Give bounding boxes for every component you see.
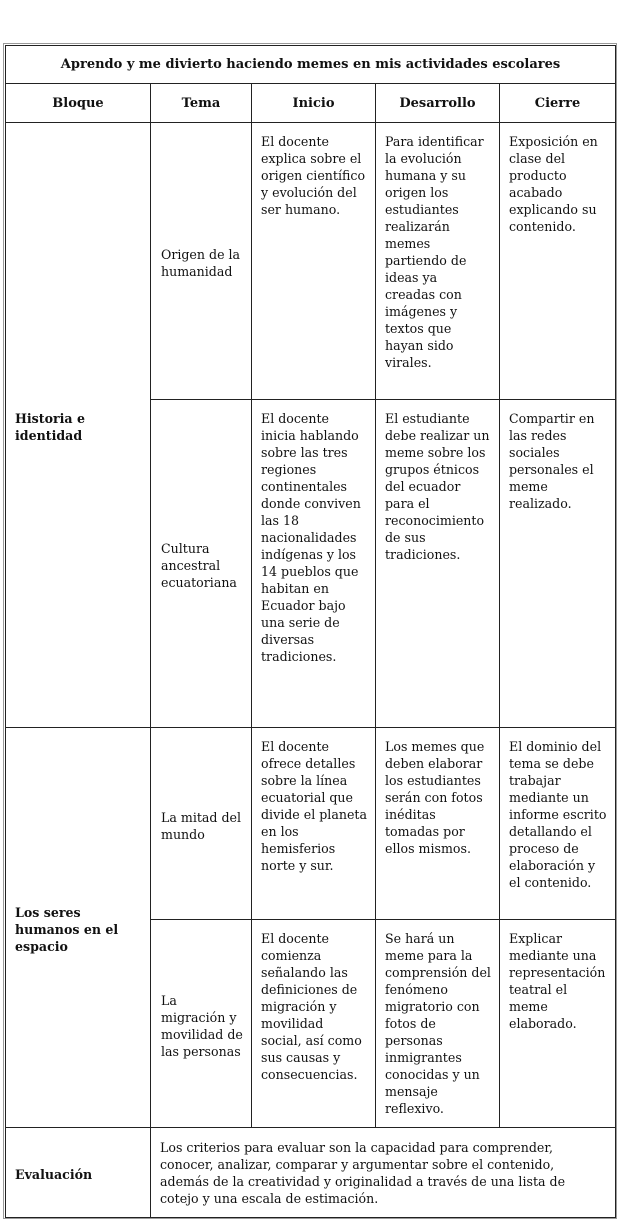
tema-cell: Origen de la humanidad xyxy=(151,123,252,400)
bloque-cell: Historia e identidad xyxy=(6,123,151,728)
inicio-cell: El docente explica sobre el origen científico y evolución del ser humano. xyxy=(252,123,376,400)
inicio-cell: El docente ofrece detalles sobre la línea ecuatorial que divide el planeta en los hemisferios norte y sur. xyxy=(252,728,376,920)
desarrollo-cell: Se hará un meme para la comprensión del fenómeno migratorio con fotos de personas inmigrantes conocidas y un mensaje reflexivo. xyxy=(376,920,500,1128)
table-title: Aprendo y me divierto haciendo memes en mis actividades escolares xyxy=(6,46,616,84)
header-inicio: Inicio xyxy=(252,84,376,123)
header-tema: Tema xyxy=(151,84,252,123)
tema-cell: La migración y movilidad de las personas xyxy=(151,920,252,1128)
cierre-cell: Exposición en clase del producto acabado explicando su contenido. xyxy=(500,123,616,400)
table-row xyxy=(6,728,616,920)
header-desarrollo: Desarrollo xyxy=(376,84,500,123)
tema-cell: Cultura ancestral ecuatoriana xyxy=(151,400,252,728)
tema-cell: La mitad del mundo xyxy=(151,728,252,920)
evaluation-text: Los criterios para evaluar son la capacidad para comprender, conocer, analizar, comparar y argumentar sobre el contenido, además de la creatividad y originalidad a través de una lista de cotejo y una escala de estimación. xyxy=(151,1128,616,1218)
header-row xyxy=(6,84,616,123)
inicio-cell: El docente inicia hablando sobre las tres regiones continentales donde conviven las 18 nacionalidades indígenas y los 14 pueblos que habitan en Ecuador bajo una serie de diversas tradiciones. xyxy=(252,400,376,728)
header-bloque: Bloque xyxy=(6,84,151,123)
evaluation-row xyxy=(6,1128,616,1218)
bloque-cell: Los seres humanos en el espacio xyxy=(6,728,151,1128)
desarrollo-cell: Los memes que deben elaborar los estudiantes serán con fotos inéditas tomadas por ellos mismos. xyxy=(376,728,500,920)
header-cierre: Cierre xyxy=(500,84,616,123)
table-row xyxy=(6,123,616,400)
table-title-row xyxy=(6,46,616,84)
cierre-cell: El dominio del tema se debe trabajar mediante un informe escrito detallando el proceso de elaboración y el contenido. xyxy=(500,728,616,920)
desarrollo-cell: El estudiante debe realizar un meme sobre los grupos étnicos del ecuador para el reconocimiento de sus tradiciones. xyxy=(376,400,500,728)
evaluation-label: Evaluación xyxy=(6,1128,151,1218)
inicio-cell: El docente comienza señalando las definiciones de migración y movilidad social, así como sus causas y consecuencias. xyxy=(252,920,376,1128)
cierre-cell: Compartir en las redes sociales personales el meme realizado. xyxy=(500,400,616,728)
lesson-plan-table xyxy=(5,45,616,1218)
cierre-cell: Explicar mediante una representación teatral el meme elaborado. xyxy=(500,920,616,1128)
desarrollo-cell: Para identificar la evolución humana y su origen los estudiantes realizarán memes partiendo de ideas ya creadas con imágenes y textos que hayan sido virales. xyxy=(376,123,500,400)
